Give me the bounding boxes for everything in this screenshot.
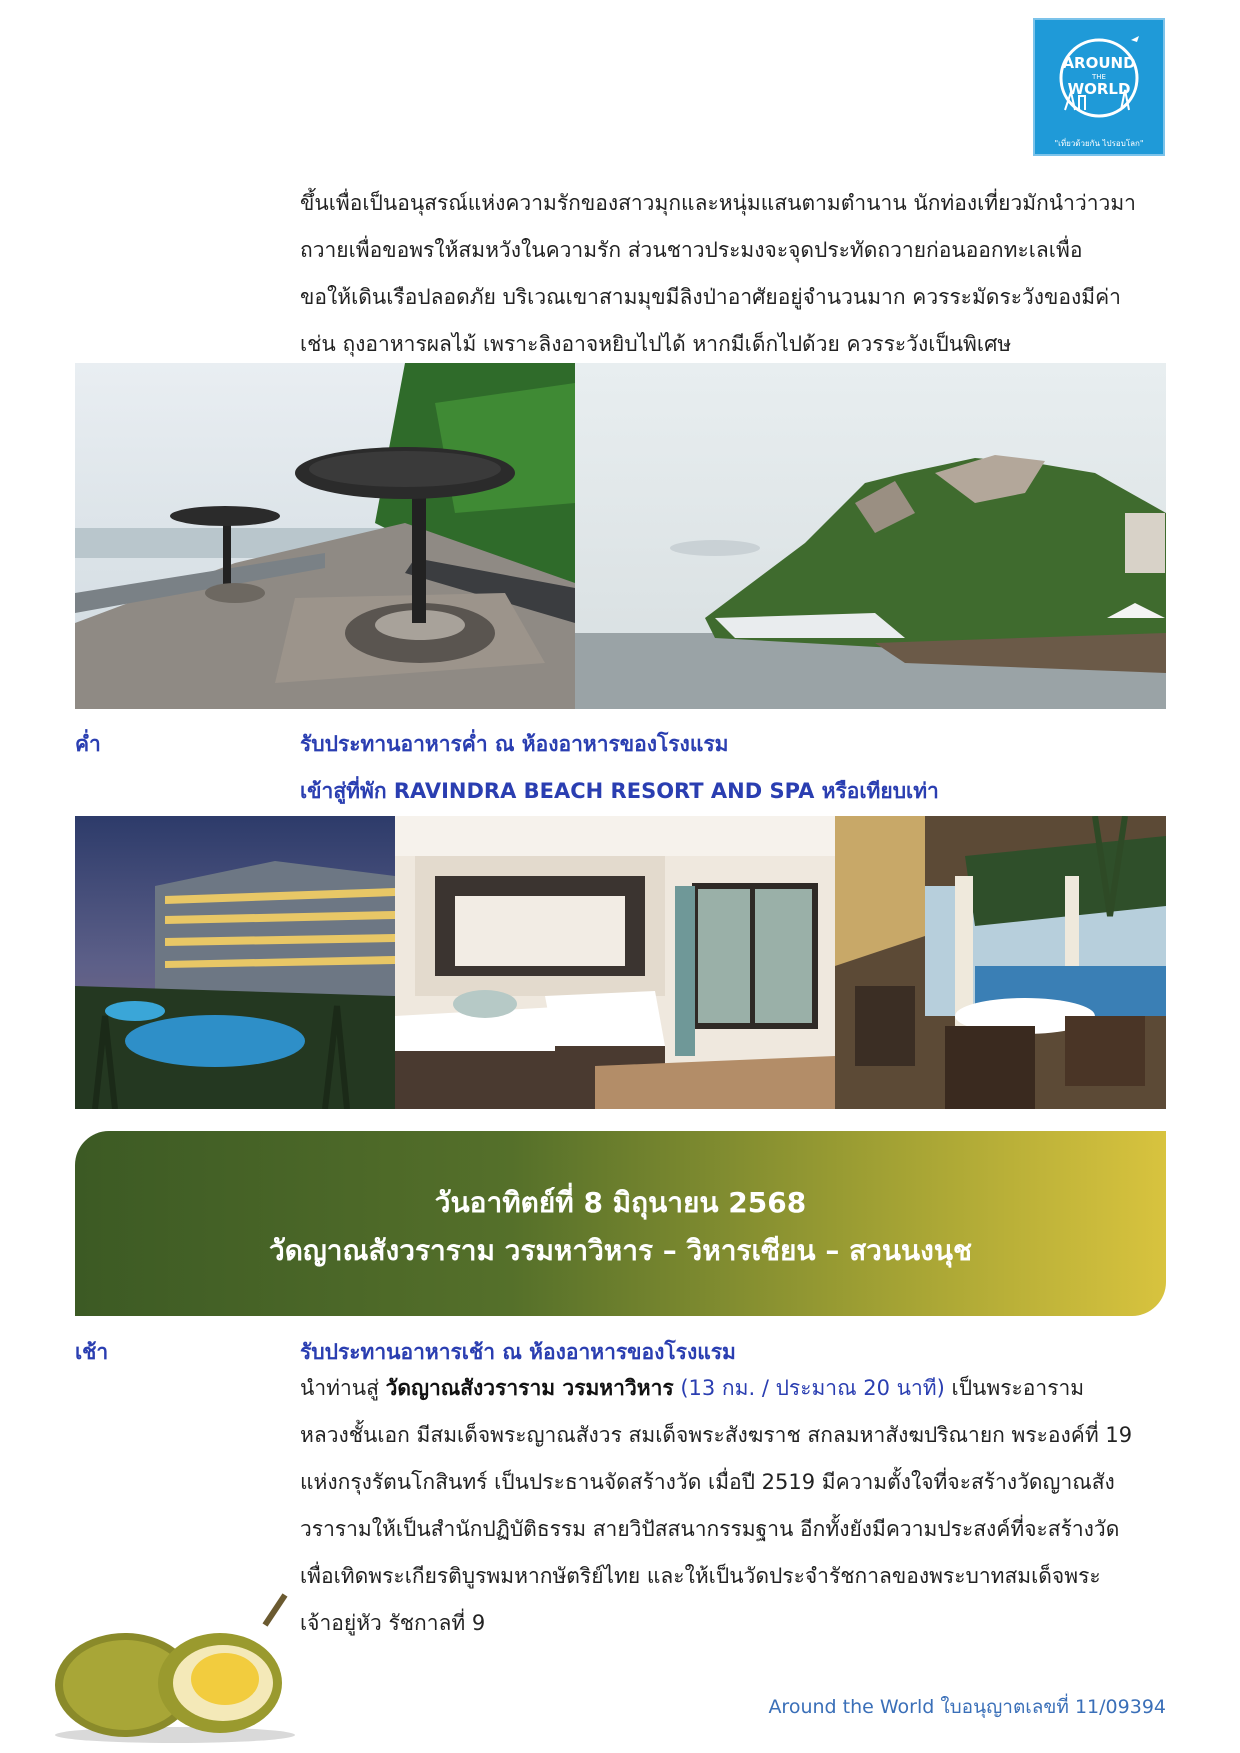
breakfast-meal-text: รับประทานอาหารเช้า ณ ห้องอาหารของโรงแรม xyxy=(300,1340,736,1364)
intro-line: เช่น ถุงอาหารผลไม้ เพราะลิงอาจหยิบไปได้ หากมีเด็กไปด้วย ควรระวังเป็นพิเศษ xyxy=(300,332,1012,356)
photo-hotel-room xyxy=(395,816,835,1109)
day-banner xyxy=(75,1131,1166,1316)
globe-icon xyxy=(1035,20,1163,154)
day-route: วัดญาณสังวราราม วรมหาวิหาร – วิหารเซียน – สวนนงนุช xyxy=(269,1234,972,1267)
temple-line: เพื่อเทิดพระเกียรติบูรพมหากษัตริย์ไทย และให้เป็นวัดประจำรัชกาลของพระบาทสมเด็จพระ xyxy=(300,1564,1101,1588)
temple-line: แห่งกรุงรัตนโกสินทร์ เป็นประธานจัดสร้างวัด เมื่อปี 2519 มีความตั้งใจที่จะสร้างวัดญาณสัง xyxy=(300,1470,1115,1494)
photo-khao-sam-muk xyxy=(575,363,1166,709)
svg-text:WORLD: WORLD xyxy=(1067,80,1131,98)
temple-lead: นำท่านสู่ xyxy=(300,1376,386,1400)
svg-text:THE: THE xyxy=(1092,73,1106,81)
temple-distance: (13 กม. / ประมาณ 20 นาที) xyxy=(673,1376,945,1400)
temple-line xyxy=(300,1365,1166,1412)
temple-after: เป็นพระอาราม xyxy=(944,1376,1085,1400)
photo-seaside-walkway xyxy=(75,363,575,709)
day-date: วันอาทิตย์ที่ 8 มิถุนายน 2568 xyxy=(434,1186,807,1219)
photo-resort-exterior xyxy=(75,816,395,1109)
intro-line: ขึ้นเพื่อเป็นอนุสรณ์แห่งความรักของสาวมุกและหนุ่มแสนตามตำนาน นักท่องเที่ยวมักนำว่าวมา xyxy=(300,191,1136,215)
temple-line: เจ้าอยู่หัว รัชกาลที่ 9 xyxy=(300,1611,486,1635)
svg-text:AROUND: AROUND xyxy=(1062,54,1136,72)
intro-paragraph xyxy=(300,180,1166,368)
hotel-checkin-text: เข้าสู่ที่พัก RAVINDRA BEACH RESORT AND SPA หรือเทียบเท่า xyxy=(300,779,939,803)
temple-line: วรารามให้เป็นสำนักปฏิบัติธรรม สายวิปัสสนากรรมฐาน อีกทั้งยังมีความประสงค์ที่จะสร้างวัด xyxy=(300,1517,1120,1541)
temple-paragraph xyxy=(300,1365,1166,1647)
footer-license: Around the World ใบอนุญาตเลขที่ 11/09394 xyxy=(768,1696,1166,1718)
intro-line: ขอให้เดินเรือปลอดภัย บริเวณเขาสามมุขมีลิงป่าอาศัยอยู่จำนวนมาก ควรระมัดระวังของมีค่า xyxy=(300,285,1121,309)
dinner-meal-text: รับประทานอาหารค่ำ ณ ห้องอาหารของโรงแรม xyxy=(300,732,729,756)
durian-illustration xyxy=(35,1575,305,1745)
company-logo xyxy=(1033,18,1165,156)
photo-restaurant xyxy=(835,816,1166,1109)
breakfast-label: เช้า xyxy=(75,1340,109,1364)
temple-name: วัดญาณสังวราราม วรมหาวิหาร xyxy=(385,1376,674,1400)
logo-tagline: "เที่ยวด้วยกัน ไปรอบโลก" xyxy=(1054,139,1144,148)
temple-line: หลวงชั้นเอก มีสมเด็จพระญาณสังวร สมเด็จพระสังฆราช สกลมหาสังฆปริณายก พระองค์ที่ 19 xyxy=(300,1423,1133,1447)
intro-line: ถวายเพื่อขอพรให้สมหวังในความรัก ส่วนชาวประมงจะจุดประทัดถวายก่อนออกทะเลเพื่อ xyxy=(300,238,1083,262)
dinner-label: ค่ำ xyxy=(75,732,101,756)
